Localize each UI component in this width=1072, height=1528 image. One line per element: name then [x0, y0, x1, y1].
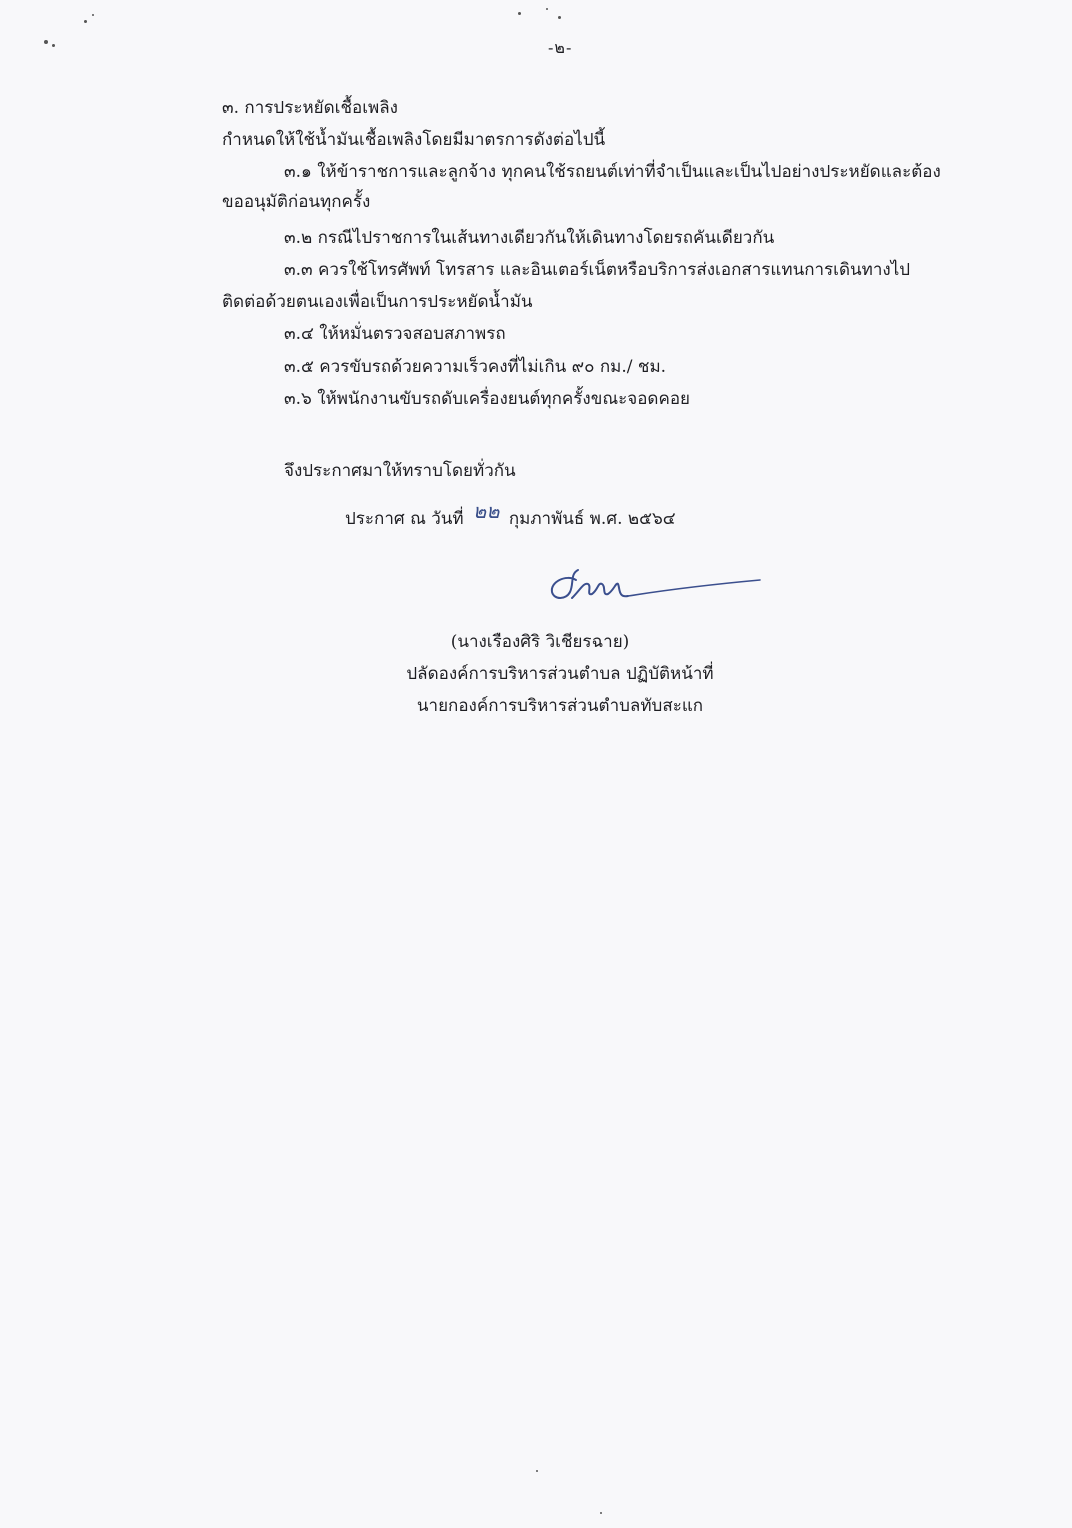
list-item: ๓.๒ กรณีไปราชการในเส้นทางเดียวกันให้เดินทางโดยรถคันเดียวกัน: [284, 228, 775, 248]
date-prefix: ประกาศ ณ วันที่: [345, 509, 464, 529]
list-item: ๓.๕ ควรขับรถด้วยความเร็วคงที่ไม่เกิน ๙๐ กม./ ชม.: [284, 357, 667, 377]
list-item: ๓.๓ ควรใช้โทรศัพท์ โทรสาร และอินเตอร์เน็ตหรือบริการส่งเอกสารแทนการเดินทางไป: [284, 260, 911, 280]
date-day: ๒๒: [473, 499, 500, 523]
signer-position: ปลัดองค์การบริหารส่วนตำบล ปฏิบัติหน้าที่: [406, 664, 714, 684]
announcement-date: [345, 499, 676, 531]
scan-speck: [536, 1470, 538, 1472]
list-item: ๓.๑ ให้ข้าราชการและลูกจ้าง ทุกคนใช้รถยนต์เท่าที่จำเป็นและเป็นไปอย่างประหยัดและต้อง: [284, 162, 941, 182]
scan-speck: [600, 1512, 602, 1514]
scan-speck: [546, 8, 548, 10]
closing-statement: จึงประกาศมาให้ทราบโดยทั่วกัน: [284, 461, 516, 481]
scan-speck: [52, 44, 55, 47]
scan-speck: [84, 20, 87, 23]
list-item: ๓.๖ ให้พนักงานขับรถดับเครื่องยนต์ทุกครั้งขณะจอดคอย: [284, 389, 691, 409]
scan-speck: [518, 12, 521, 15]
scan-speck: [558, 16, 561, 19]
signer-position: นายกองค์การบริหารส่วนตำบลทับสะแก: [416, 696, 704, 716]
signer-name: (นางเรืองศิริ วิเชียรฉาย): [450, 632, 630, 652]
list-item-continuation: ติดต่อด้วยตนเองเพื่อเป็นการประหยัดน้ำมัน: [222, 292, 533, 312]
section-heading: ๓. การประหยัดเชื้อเพลิง: [222, 98, 398, 118]
date-suffix: กุมภาพันธ์ พ.ศ. ๒๕๖๔: [508, 509, 676, 529]
handwritten-signature: [536, 560, 766, 620]
scan-speck: [92, 14, 94, 16]
list-item: ๓.๔ ให้หมั่นตรวจสอบสภาพรถ: [284, 324, 506, 344]
section-intro: กำหนดให้ใช้น้ำมันเชื้อเพลิงโดยมีมาตรการดังต่อไปนี้: [222, 130, 606, 150]
list-item-continuation: ขออนุมัติก่อนทุกครั้ง: [222, 192, 371, 212]
scan-speck: [44, 40, 48, 44]
page-number: -๒-: [548, 38, 573, 57]
